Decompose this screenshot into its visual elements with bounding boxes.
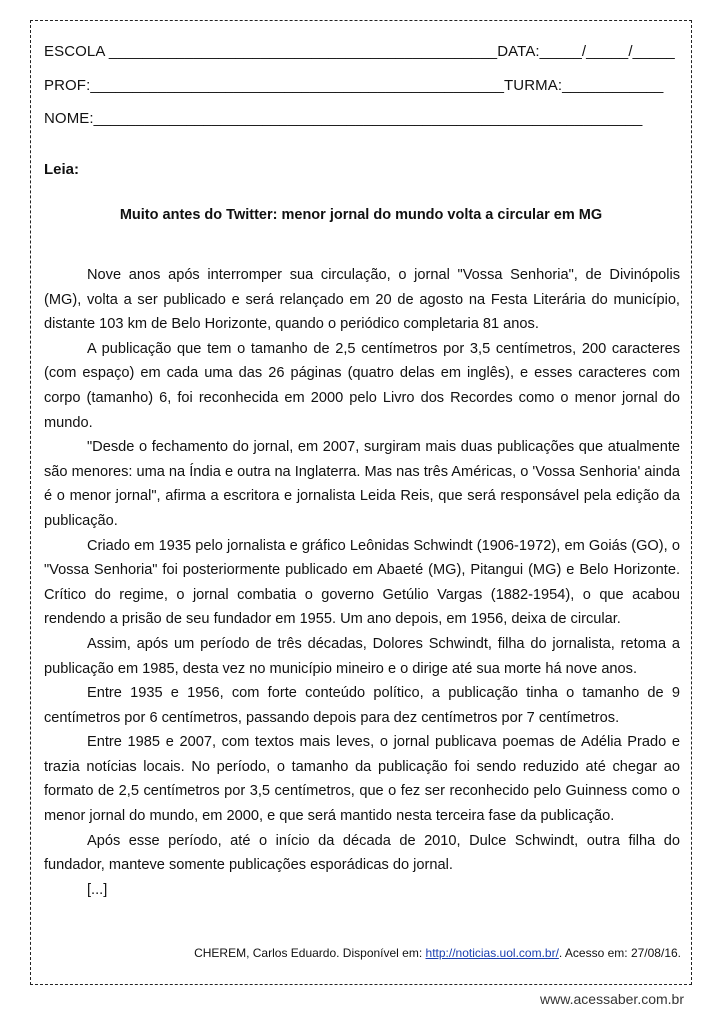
source-citation [194,946,681,960]
school-date-line: ESCOLA ______________________________________________DATA:_____/_____/_____ [44,43,675,60]
article-body [44,263,680,902]
site-watermark: www.acessaber.com.br [540,991,684,1007]
article-paragraph: Criado em 1935 pelo jornalista e gráfico Leônidas Schwindt (1906-1972), em Goiás (GO), o "Vossa Senhoria" foi posteriormente publicado em Abaeté (MG), Pitangui (MG) e Belo Horizonte. Crítico do regime, o jornal combatia o governo Getúlio Vargas (1882-1954), o que acabou rendendo a prisão de seu fundador em 1955. Um ano depois, em 1956, deixa de circular. [44,537,680,628]
article-paragraph: Após esse período, até o início da década de 2010, Dulce Schwindt, outra filha do fundador, manteve somente publicações esporádicas do jornal. [44,832,680,874]
reading-instruction: Leia: [44,161,80,178]
article-paragraph: Entre 1935 e 1956, com forte conteúdo político, a publicação tinha o tamanho de 9 centímetros por 6 centímetros, passando depois para dez centímetros por 7 centímetros. [44,685,680,726]
student-name-line: NOME:_________________________________________________________________ [44,110,643,127]
article-paragraph: Nove anos após interromper sua circulação, o jornal "Vossa Senhoria", de Divinópolis (MG), volta a ser publicado e será relançado em 20 de agosto na Festa Literária do município, distante 103 km de Belo Horizonte, quando o periódico completaria 81 anos. [44,267,680,333]
article-paragraph: "Desde o fechamento do jornal, em 2007, surgiram mais duas publicações que atualmente são menores: uma na Índia e outra na Inglaterra. Mas nas três Américas, o 'Vossa Senhoria' ainda é o menor jornal", afirma a escritora e jornalista Leida Reis, que será responsável pela edição da publicação. [44,439,680,529]
citation-prefix: CHEREM, Carlos Eduardo. Disponível em: [194,946,426,960]
article-paragraph: [...] [87,881,108,898]
teacher-class-line: PROF:_________________________________________________TURMA:____________ [44,77,664,94]
article-paragraph: A publicação que tem o tamanho de 2,5 centímetros por 3,5 centímetros, 200 caracteres (com espaço) em cada uma das 26 páginas (quatro delas em inglês), e esses caracteres com corpo (tamanho) 6, foi reconhecida em 2000 pelo Livro dos Recordes como o menor jornal do mundo. [44,340,680,431]
article-title: Muito antes do Twitter: menor jornal do mundo volta a circular em MG [119,207,603,223]
citation-suffix: . Acesso em: 27/08/16. [558,946,681,960]
article-paragraph: Assim, após um período de três décadas, Dolores Schwindt, filha do jornalista, retoma a publicação em 1985, desta vez no município mineiro e o dirige até sua morte há nove anos. [44,635,680,677]
citation-link[interactable]: http://noticias.uol.com.br/ [425,946,559,960]
article-paragraph: Entre 1985 e 2007, com textos mais leves, o jornal publicava poemas de Adélia Prado e trazia notícias locais. No período, o tamanho da publicação foi sendo reduzido até chegar ao formato de 2,5 centímetros por 3,5 centímetros, que o fez ser reconhecido pelo Guinness como o menor jornal do mundo, em 2000, e que será mantido nesta terceira fase da publicação. [44,734,680,825]
